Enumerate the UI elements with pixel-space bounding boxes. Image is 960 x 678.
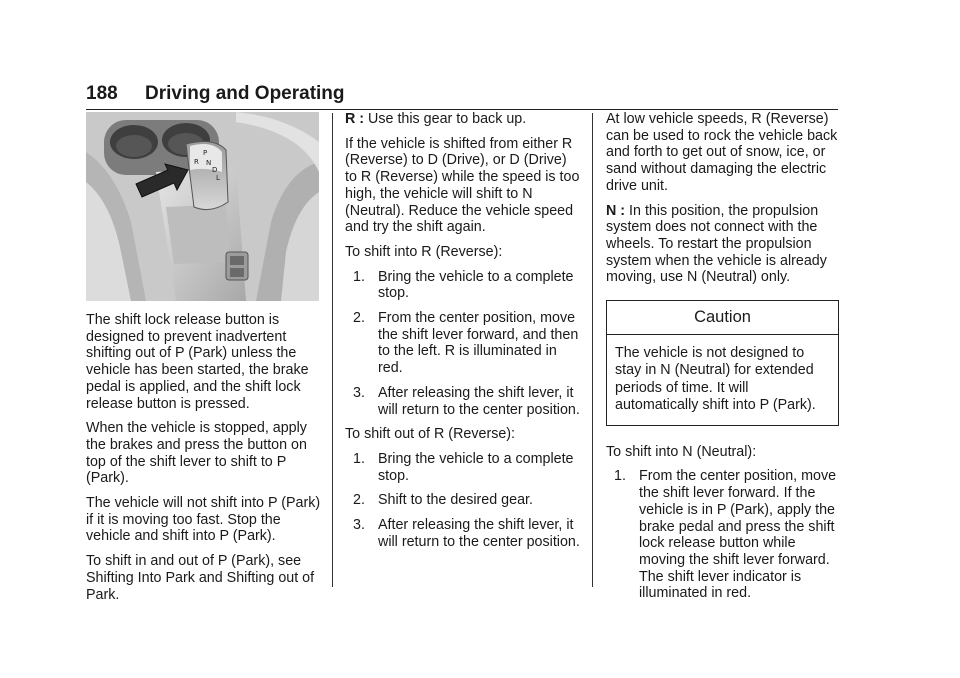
column-2	[345, 111, 581, 558]
shifter-label-d: D	[212, 166, 218, 174]
list-item	[345, 492, 581, 509]
step-text: From the center position, move the shift lever forward, and then to the left. R is illuminated in red.	[378, 310, 579, 377]
step-number: 1.	[614, 468, 626, 485]
list-item	[345, 517, 581, 550]
paragraph-shift-lock: The shift lock release button is designed to prevent inadvertent shifting out of P (Park) unless the vehicle has been started, the brake pedal is applied, and the shift lock release button is pressed.	[86, 312, 309, 412]
heading-shift-into-neutral: To shift into N (Neutral):	[606, 443, 757, 460]
shifter-label-r: R	[194, 158, 199, 166]
list-item	[345, 269, 581, 302]
steps-shift-into-neutral	[606, 468, 842, 602]
page-header	[86, 83, 838, 110]
shifter-console-drawing	[86, 112, 319, 301]
reverse-label: R :	[345, 111, 365, 127]
list-item	[345, 385, 581, 418]
step-number: 1.	[353, 268, 365, 285]
paragraph-apply-brakes: When the vehicle is stopped, apply the brakes and press the button on top of the shift lever to shift to P (Park).	[86, 420, 307, 487]
paragraph-low-speed: At low vehicle speeds, R (Reverse) can be used to rock the vehicle back and forth to get out of snow, ice, or sand without damaging the electric drive unit.	[606, 111, 838, 194]
shift-lever-illustration	[86, 112, 319, 301]
step-text: From the center position, move the shift lever forward. If the vehicle is in P (Park), apply the brake pedal and press the shift lock release button while moving the shift lever forward. The shift lever indicator is illuminated in red.	[639, 468, 837, 602]
column-1	[86, 312, 322, 611]
step-text: Shift to the desired gear.	[378, 492, 533, 509]
step-text: Bring the vehicle to a complete stop.	[378, 268, 574, 302]
shifter-label-l: L	[216, 174, 220, 182]
column-divider	[592, 113, 593, 587]
step-number: 2.	[353, 492, 365, 509]
heading-shift-out-of-reverse: To shift out of R (Reverse):	[345, 426, 516, 443]
neutral-definition	[606, 203, 842, 287]
paragraph-see-park: To shift in and out of P (Park), see Shifting Into Park and Shifting out of Park.	[86, 553, 315, 603]
step-text: After releasing the shift lever, it will return to the center position.	[378, 517, 580, 550]
paragraph-shift-from: If the vehicle is shifted from either R (Reverse) to D (Drive), or D (Drive) to R (Reverse) while the speed is too high, the vehicle will shift to N (Neutral). Reduce the vehicle speed and try the shift again.	[345, 135, 580, 236]
column-divider	[332, 113, 333, 587]
list-item	[606, 468, 842, 602]
caution-box	[606, 300, 839, 426]
page-number: 188	[86, 83, 118, 104]
step-number: 1.	[353, 450, 365, 467]
step-number: 3.	[353, 384, 365, 401]
column-3	[606, 111, 842, 610]
shifter-label-n: N	[206, 159, 212, 167]
caution-title: Caution	[607, 301, 838, 335]
neutral-label: N :	[606, 202, 626, 219]
caution-body: The vehicle is not designed to stay in N (Neutral) for extended periods of time. It will automatically shift into P (Park).	[615, 344, 816, 414]
reverse-definition	[345, 111, 581, 128]
steps-shift-out-of-reverse	[345, 451, 581, 551]
steps-shift-into-reverse	[345, 269, 581, 419]
step-text: Bring the vehicle to a complete stop.	[378, 450, 574, 484]
section-title: Driving and Operating	[145, 83, 345, 104]
reverse-text: Use this gear to back up.	[368, 111, 527, 127]
shifter-label-p: P	[203, 149, 208, 157]
list-item	[345, 451, 581, 484]
step-number: 2.	[353, 310, 365, 327]
heading-shift-into-reverse: To shift into R (Reverse):	[345, 243, 503, 260]
list-item	[345, 310, 581, 377]
step-text: After releasing the shift lever, it will return to the center position.	[378, 384, 580, 418]
neutral-text: In this position, the propulsion system does not connect with the wheels. To restart the propulsion system when the vehicle is already moving, use N (Neutral) only.	[606, 202, 827, 286]
step-number: 3.	[353, 517, 365, 534]
paragraph-moving-too-fast: The vehicle will not shift into P (Park) if it is moving too fast. Stop the vehicle and shift into P (Park).	[86, 495, 321, 545]
